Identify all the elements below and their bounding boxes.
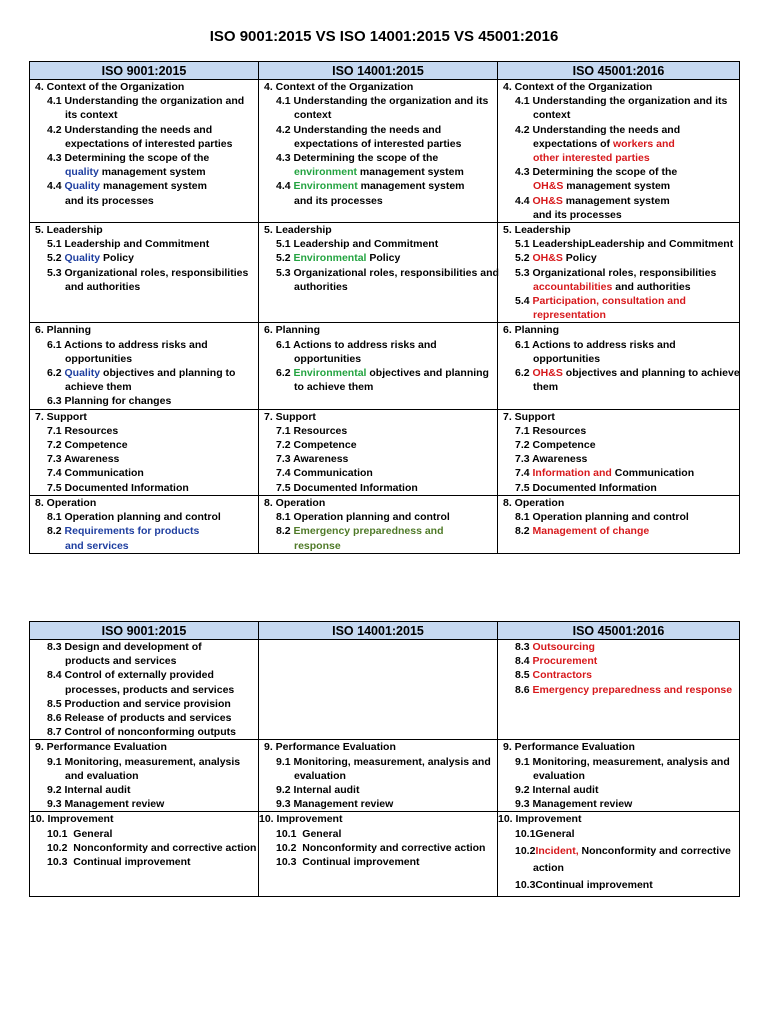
clause-7-4: 7.4 Communication (276, 467, 373, 480)
clause-9-2: 9.2 Internal audit (47, 784, 131, 797)
clause-5: 5. Leadership (264, 224, 332, 237)
header-row (30, 62, 740, 80)
header-iso14001: ISO 14001:2015 (259, 62, 498, 80)
highlight-term: Quality (64, 367, 101, 380)
clause-9-1: 9.1 Monitoring, measurement, analysis (47, 755, 241, 768)
clause-6-2 (498, 366, 739, 380)
cell-14001-improvement (259, 812, 498, 896)
clause-text (259, 165, 497, 179)
highlight-term: Quality (64, 180, 101, 193)
clause-7-5: 7.5 Documented Information (47, 481, 189, 494)
clause-10: 10. Improvement (30, 813, 114, 826)
cell-45001-planning (498, 323, 740, 409)
table-row-operation (30, 495, 740, 553)
cell-14001-support (259, 409, 498, 495)
clause-text-part: management system (562, 194, 670, 207)
clause-text-part: and authorities (612, 280, 691, 293)
clause-10-1: 10.1 General (276, 827, 342, 840)
clause-number: 4.4 (276, 180, 294, 193)
clause-text: and its processes (65, 194, 154, 207)
clause-text: expectations of interested parties (294, 137, 462, 150)
clause-text-part: Communication (611, 467, 695, 480)
clause-text-part: management system (98, 166, 206, 179)
cell-45001-leadership (498, 223, 740, 323)
clause-number: 4.4 (47, 180, 65, 193)
clause-9: 9. Performance Evaluation (503, 741, 635, 754)
clause-9-1: 9.1 Monitoring, measurement, analysis and (515, 755, 730, 768)
highlight-term: workers and (612, 137, 675, 150)
clause-text: context (294, 109, 332, 122)
comparison-table-2 (29, 621, 740, 897)
clause-8-4: 8.4 Control of externally provided (47, 669, 214, 682)
clause-5-2 (30, 251, 258, 265)
clause-text-part: management system (100, 180, 207, 193)
table-row-support (30, 409, 740, 495)
cell-45001-performance (498, 740, 740, 812)
clause-text-part: management system (357, 180, 465, 193)
clause-text-part: objectives and planning to achieve (562, 367, 740, 380)
clause-number: 6.2 (515, 367, 533, 380)
clause-8-5: 8.5 Production and service provision (47, 697, 231, 710)
highlight-term: environment (294, 166, 358, 179)
table-row-operation-cont (30, 640, 740, 740)
clause-number: 8.5 (515, 669, 533, 682)
clause-text: products and services (65, 655, 177, 668)
clause-5-1: 5.1 LeadershipLeadership and Commitment (515, 238, 734, 251)
page-title: ISO 9001:2015 VS ISO 14001:2015 VS 45001:2016 (209, 28, 559, 45)
clause-10-3: 10.3Continual improvement (515, 878, 653, 891)
clause-8-3: 8.3 Design and development of (47, 641, 202, 653)
clause-5-4 (498, 294, 739, 308)
highlight-term: Incident, (535, 844, 579, 857)
clause-text (30, 165, 258, 179)
clause-6-1: 6.1 Actions to address risks and (47, 338, 208, 351)
clause-text: its context (65, 109, 118, 122)
highlight-term: OH&S (532, 367, 563, 380)
clause-5-3: 5.3 Organizational roles, responsibilities (47, 266, 249, 279)
clause-5-1: 5.1 Leadership and Commitment (47, 238, 210, 251)
clause-10-2: 10.2 Nonconformity and corrective action (47, 841, 257, 854)
header-iso9001: ISO 9001:2015 (30, 62, 259, 80)
highlight-term: Outsourcing (532, 641, 595, 653)
clause-text: and its processes (533, 208, 622, 221)
comparison-table-1 (29, 61, 740, 554)
clause-10-3: 10.3 Continual improvement (276, 856, 420, 869)
clause-6-1: 6.1 Actions to address risks and (276, 338, 437, 351)
clause-number: 8.2 (515, 525, 533, 538)
cell-14001-performance (259, 740, 498, 812)
clause-number: 7.4 (515, 467, 533, 480)
clause-text: representation (533, 309, 606, 322)
cell-45001-context (498, 80, 740, 223)
clause-7-5: 7.5 Documented Information (276, 481, 418, 494)
clause-text-part: expectations of (533, 137, 613, 150)
clause-7-3: 7.3 Awareness (515, 453, 588, 466)
clause-10-3: 10.3 Continual improvement (47, 856, 191, 869)
clause-9: 9. Performance Evaluation (264, 741, 396, 754)
clause-4-4 (30, 179, 258, 193)
cell-14001-operation (259, 495, 498, 553)
clause-8-7: 8.7 Control of nonconforming outputs (47, 726, 236, 739)
clause-6-3: 6.3 Planning for changes (47, 395, 172, 408)
clause-number: 5.2 (515, 252, 533, 265)
clause-8: 8. Operation (35, 496, 97, 509)
clause-7-1: 7.1 Resources (515, 424, 587, 437)
cell-45001-support (498, 409, 740, 495)
cell-9001-context (30, 80, 259, 223)
clause-8-6: 8.6 Release of products and services (47, 712, 232, 725)
clause-text: opportunities (65, 352, 133, 365)
clause-5: 5. Leadership (35, 224, 103, 237)
clause-text: other interested parties (533, 152, 650, 165)
highlight-term: OH&S (532, 252, 563, 265)
clause-8-1: 8.1 Operation planning and control (276, 511, 450, 524)
clause-7-2: 7.2 Competence (47, 439, 128, 452)
clause-text (498, 280, 739, 294)
clause-4-2: 4.2 Understanding the needs and (515, 123, 681, 136)
clause-7-1: 7.1 Resources (47, 424, 119, 437)
clause-5-2 (498, 251, 739, 265)
clause-4-2: 4.2 Understanding the needs and (47, 123, 213, 136)
clause-9-3: 9.3 Management review (47, 798, 165, 811)
clause-text (498, 137, 739, 151)
table-row-performance (30, 740, 740, 812)
clause-text: response (294, 539, 341, 552)
clause-text-part: Policy (366, 252, 401, 265)
clause-text: evaluation (294, 769, 346, 782)
clause-10-1: 10.1General (515, 827, 575, 840)
clause-6: 6. Planning (503, 324, 560, 337)
cell-45001-improvement (498, 812, 740, 896)
clause-text: action (533, 861, 564, 874)
clause-number: 5.2 (276, 252, 294, 265)
table-row-context (30, 80, 740, 223)
clause-number: 5.2 (47, 252, 65, 265)
cell-9001-support (30, 409, 259, 495)
table-row-planning (30, 323, 740, 409)
clause-6-2 (30, 366, 258, 380)
clause-text: achieve them (65, 381, 132, 394)
clause-8-5 (498, 668, 739, 682)
clause-text: and services (65, 539, 129, 552)
clause-4-4 (498, 194, 739, 208)
clause-text-part: objectives and planning to (100, 367, 236, 380)
header-iso45001: ISO 45001:2016 (498, 622, 740, 640)
highlight-term: Participation, consultation and (532, 295, 686, 308)
highlight-term: Contractors (532, 669, 593, 682)
cell-45001-operation (498, 495, 740, 553)
highlight-term: Environmental (293, 252, 367, 265)
clause-9: 9. Performance Evaluation (35, 741, 167, 754)
clause-10-2: 10.2 Nonconformity and corrective action (276, 841, 486, 854)
table-row-leadership (30, 223, 740, 323)
clause-4-2: 4.2 Understanding the needs and (276, 123, 442, 136)
clause-8: 8. Operation (503, 496, 565, 509)
clause-10: 10. Improvement (498, 813, 582, 826)
clause-7-2: 7.2 Competence (276, 439, 357, 452)
clause-text: opportunities (533, 352, 601, 365)
clause-text: and authorities (65, 280, 141, 293)
clause-text: and evaluation (65, 769, 139, 782)
clause-number: 8.2 (47, 525, 65, 538)
highlight-term: Procurement (532, 655, 598, 668)
clause-6: 6. Planning (264, 324, 321, 337)
clause-number: 8.3 (515, 641, 533, 653)
clause-8-3 (498, 640, 739, 654)
clause-8-1: 8.1 Operation planning and control (47, 511, 221, 524)
clause-8-2 (498, 524, 739, 538)
clause-4: 4. Context of the Organization (503, 81, 653, 93)
clause-5: 5. Leadership (503, 224, 571, 237)
clause-5-3: 5.3 Organizational roles, responsibilities and (276, 266, 499, 279)
clause-5-1: 5.1 Leadership and Commitment (276, 238, 439, 251)
clause-text: evaluation (533, 769, 585, 782)
clause-8: 8. Operation (264, 496, 326, 509)
cell-9001-improvement (30, 812, 259, 896)
cell-9001-performance (30, 740, 259, 812)
highlight-term: Information and (532, 467, 612, 480)
clause-7: 7. Support (503, 410, 555, 423)
highlight-term: Requirements for products (64, 525, 200, 538)
highlight-term: Environment (293, 180, 358, 193)
clause-7-4: 7.4 Communication (47, 467, 144, 480)
clause-4-3: 4.3 Determining the scope of the (515, 166, 678, 179)
clause-number: 5.4 (515, 295, 533, 308)
clause-text-part: management system (357, 166, 464, 179)
cell-9001-operation-cont (30, 640, 259, 740)
cell-14001-planning (259, 323, 498, 409)
clause-8-6 (498, 683, 739, 697)
table-row-improvement (30, 812, 740, 896)
cell-14001-leadership (259, 223, 498, 323)
cell-9001-planning (30, 323, 259, 409)
clause-number: 6.2 (47, 367, 65, 380)
clause-text-part: Policy (100, 252, 134, 265)
clause-7: 7. Support (264, 410, 316, 423)
clause-text: and its processes (294, 194, 383, 207)
clause-number: 8.6 (515, 683, 533, 696)
clause-7-5: 7.5 Documented Information (515, 481, 657, 494)
highlight-term: Management of change (532, 525, 650, 538)
clause-7-4 (498, 466, 739, 480)
clause-text: context (533, 109, 571, 122)
clause-9-3: 9.3 Management review (276, 798, 394, 811)
clause-10-1: 10.1 General (47, 827, 113, 840)
clause-text: them (533, 381, 559, 394)
clause-4-3: 4.3 Determining the scope of the (47, 152, 210, 165)
clause-4: 4. Context of the Organization (264, 81, 414, 93)
clause-10: 10. Improvement (259, 813, 343, 826)
header-iso9001: ISO 9001:2015 (30, 622, 259, 640)
clause-4-3: 4.3 Determining the scope of the (276, 152, 439, 165)
highlight-term: OH&S (532, 194, 563, 207)
clause-4-1: 4.1 Understanding the organization and its (276, 95, 489, 108)
clause-5-2 (259, 251, 497, 265)
clause-number: 4.4 (515, 194, 533, 207)
clause-4: 4. Context of the Organization (35, 81, 185, 93)
clause-number: 8.2 (276, 525, 294, 538)
cell-9001-operation (30, 495, 259, 553)
clause-text: authorities (294, 280, 348, 293)
clause-10-2 (498, 841, 739, 860)
clause-6-2 (259, 366, 497, 380)
clause-text (498, 179, 739, 193)
highlight-term: accountabilities (533, 280, 613, 293)
clause-7-3: 7.3 Awareness (276, 453, 349, 466)
highlight-term: Environmental (293, 367, 367, 380)
clause-9-3: 9.3 Management review (515, 798, 633, 811)
header-iso14001: ISO 14001:2015 (259, 622, 498, 640)
header-row (30, 622, 740, 640)
clause-5-3: 5.3 Organizational roles, responsibilities (515, 266, 717, 279)
clause-4-4 (259, 179, 497, 193)
clause-4-1: 4.1 Understanding the organization and (47, 95, 245, 108)
highlight-term: Emergency preparedness and response (532, 683, 733, 696)
highlight-term: Quality (64, 252, 101, 265)
clause-number: 10.2 (515, 844, 536, 857)
clause-number: 6.2 (276, 367, 294, 380)
cell-45001-operation-cont (498, 640, 740, 740)
header-iso45001: ISO 45001:2016 (498, 62, 740, 80)
clause-text: processes, products and services (65, 683, 235, 696)
cell-14001-operation-cont (259, 640, 498, 740)
clause-7-3: 7.3 Awareness (47, 453, 120, 466)
clause-9-1: 9.1 Monitoring, measurement, analysis and (276, 755, 491, 768)
clause-8-2 (30, 524, 258, 538)
clause-text: opportunities (294, 352, 362, 365)
highlight-term: quality (65, 166, 99, 179)
clause-9-2: 9.2 Internal audit (515, 784, 599, 797)
clause-8-4 (498, 654, 739, 668)
clause-7-1: 7.1 Resources (276, 424, 348, 437)
clause-text-part: management system (563, 180, 671, 193)
clause-7: 7. Support (35, 410, 87, 423)
clause-text: expectations of interested parties (65, 137, 233, 150)
clause-text-part: objectives and planning (366, 367, 489, 380)
clause-7-2: 7.2 Competence (515, 439, 596, 452)
cell-14001-context (259, 80, 498, 223)
clause-text-part: Policy (562, 252, 597, 265)
highlight-term: OH&S (533, 180, 564, 193)
cell-9001-leadership (30, 223, 259, 323)
clause-6-1: 6.1 Actions to address risks and (515, 338, 676, 351)
clause-text-part: Nonconformity and corrective (578, 844, 731, 857)
highlight-term: Emergency preparedness and (293, 525, 444, 538)
clause-4-1: 4.1 Understanding the organization and its (515, 95, 728, 108)
clause-8-2 (259, 524, 497, 538)
clause-8-1: 8.1 Operation planning and control (515, 511, 689, 524)
clause-text: to achieve them (294, 381, 374, 394)
clause-9-2: 9.2 Internal audit (276, 784, 360, 797)
clause-number: 8.4 (515, 655, 533, 668)
clause-6: 6. Planning (35, 324, 92, 337)
